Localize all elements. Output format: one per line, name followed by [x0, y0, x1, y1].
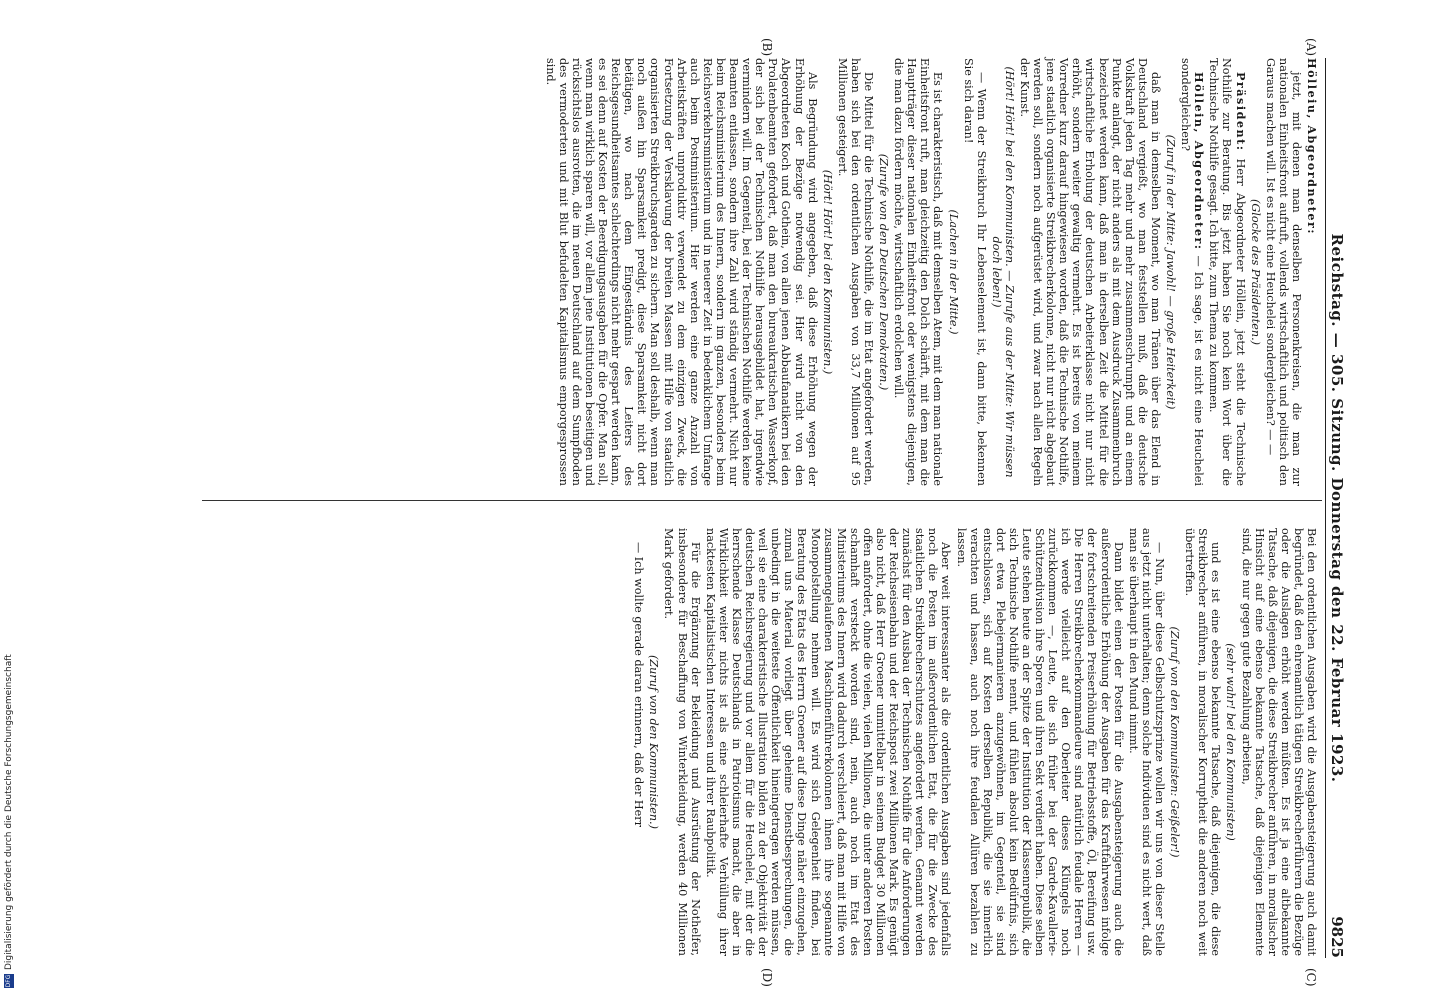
- paragraph: [1179, 58, 1205, 486]
- interjection: (Zuruf von den Kommunisten: Geißeler!): [1168, 626, 1182, 858]
- dfg-logo-icon: DFG: [4, 974, 12, 988]
- paragraph-text: Aber weit interessanter als die ordentlichen Ausgaben sind jedenfalls noch die Posten im außerordentlichen Etat, die für die Zwecke des staatlichen Streikbrecherschutzes angefordert werden. Genannt werden zunächst für den Ausbau der Technischen Nothilfe für die Anforderungen der Reichseisenbahn und der Reichspost zwei Millionen Mark. Es genügt also nicht, daß Herr Groener unmittelbar in seinem Budget 30 Millionen offen anfordert, ohne die vielen, vielen Millionen, die unter anderen Posten schamhaft versteckt worden sind, nein, auch noch im Etat des Ministeriums des Innern wird dadurch verschleiert, daß man mit Hilfe von zusammengelaufenen Maschinenführerkolonnen ihnen ihre sogenannte Monopolstellung nehmen will. Es wird sich Gelegenheit finden, bei Beratung des Etats des Herrn Groener auf diese Dinge näher einzugehen, zumal uns Material vorliegt über geheime Dienstbesprechungen, die unbedingt in die weiteste Öffentlichkeit hineingetragen werden müssen, weil sie eine charakteristische Illustration bilden zu der Objektivität der deutschen Reichsregierung und vor allem für die Heuchelei, mit der die herrschende Klasse Deutschlands in Patriotismus macht, die aber in Wirklichkeit weiter nichts ist als eine schleierhafte Verhüllung ihrer nacktesten Kapitalistischen Interessen und ihrer Raubpolitik.: [703, 528, 953, 956]
- interjection: (Hört! Hört! bei den Kommunisten.): [820, 169, 834, 375]
- paragraph-text: — Ich sage, ist es nicht eine Heuchelei sondergleichen?: [1179, 58, 1206, 486]
- interjection: (Hört! Hört! bei den Kommunisten. — Zurufe aus der Mitte: Wir müssen doch leben!): [989, 66, 1016, 478]
- paragraph: [1305, 58, 1318, 486]
- paragraph-text: Für die Ergänzung der Bekleidung und Ausrüstung der Nothelfer, insbesondere für Beschaffung von Winterkleidung, werden 40 Millionen Mark gefordert.: [662, 528, 702, 956]
- paragraph-text: — Ich wollte gerade daran erinnern, daß der Herr: [632, 542, 646, 827]
- margin-marker-d: (D): [760, 968, 774, 987]
- interjection: (sehr wahr! bei den Kommunisten): [1224, 643, 1238, 841]
- page-title: Reichstag. — 305. Sitzung. Donnerstag den 22. Februar 1923.: [1328, 233, 1346, 783]
- paragraph-text: Als Begründung wird angegeben, daß diese Erhöhung wegen der Erhöhung der Bezüge notwendig sei. Hier wird nicht von den Abgeordneten Koch und Gothein, von allen jenen Abbaufanatikern bei den Prolatenbeamten gefordert, daß man den bureaukratischen Wasserkopf, der sich bei der Technischen Nothilfe herausgebildet hat, irgendwie vermindern will. Im Gegenteil, bei der Technischen Nothilfe werden keine Beamten entlassen, sondern ihre Zahl wird ständig vermehrt. Nicht nur beim Reichsministerium des Innern, sondern im ganzen, besonders beim Reichsverkehrsministerium und in neuerer Zeit in bedenklichem Umfange auch beim Postministerium. Hier werden eine ganze Anzahl von Arbeitskräften unproduktiv verwendet zu dem einzigen Zweck, die Fortsetzung der Versklavung der breiten Massen mit Hilfe von staatlich organisierten Streikbruchsgarden zu sichern. Man soll deshalb, wenn man noch außen hin Sparsamkeit predigt, diese Sparsamkeit nicht dort betätigen, wo nach dem Eingeständnis des Leiters des Reichsgesundheitsamtes schlechterdings nicht mehr gespart werden kann, es sei denn auf Kosten der Beerdigungsausgaben für die Opfer. Man soll, wenn man wirklich sparen will, vor allem jene Institutionen beseitigen und rücksichtslos ausrotten, die im neuen Deutschland auf dem Sumpfboden des vermoderten und mit Blut befudelten Kapitalismus emporgesprossen sind.: [543, 58, 819, 486]
- paragraph: [1127, 528, 1166, 956]
- paragraph-text: — Wenn der Streikbruch Ihr Lebenselement ist, dann bitte, bekennen Sie sich daran!: [961, 58, 988, 486]
- speaker-name: Hölleiu, Abgeordneter:: [1305, 58, 1319, 236]
- right-column: [630, 528, 1318, 956]
- paragraph: [1183, 528, 1222, 956]
- paragraph: [662, 528, 701, 956]
- paragraph: [962, 58, 988, 486]
- paragraph: [632, 528, 645, 956]
- paragraph: [544, 58, 819, 486]
- margin-marker-c: (C): [1304, 968, 1318, 987]
- paragraph: [836, 58, 875, 486]
- paragraph-text: — Nun, über diese Gelbschutzsprinze wollen wir uns von dieser Stelle aus jetzt nicht unterhalten; denn solche Individuen sind es nicht wert, daß man sie überhaupt in den Mund nimmt.: [1126, 528, 1166, 956]
- speaker-name: Präsident:: [1233, 72, 1248, 152]
- page-header: [1325, 58, 1346, 958]
- paragraph-text: Herr Abgeordneter Höllein, jetzt steht die Technische Nothilfe zur Beratung. Bis jetzt haben Sie noch kein Wort über die Technische Nothilfe gesagt. Ich bitte, zum Thema zu kommen.: [1207, 58, 1247, 486]
- paragraph: [1239, 528, 1318, 956]
- left-column: [542, 58, 1318, 486]
- interjection: (Zurufe von den Deutschen Demokraten.): [877, 153, 891, 391]
- margin-marker-b: (B): [760, 38, 774, 57]
- speaker-name: Höllein, Abgeordneter:: [1192, 72, 1207, 251]
- interjection: (Glocke des Präsidenten.): [1248, 198, 1262, 345]
- paragraph-text: Die Mittel für die Technische Nothilfe, die im Etat angefordert werden, haben sich bei den ordentlichen Ausgaben von 33,7 Millionen auf 95 Millionen gesteigert.: [835, 58, 875, 486]
- paragraph-text: Es ist charakteristisch, daß mit demselben Atem, mit dem man nationale Einheitsfront ruft, man gleichzeitig den Dolch schärft, mit dem man die Hauptträger dieser nationalen Einheitsfront oder wenigstens diejenigen, die man dazu fördern möchte, wirtschaftlich erdolchen will.: [892, 58, 945, 486]
- paragraph-text: daß man in demselben Moment, wo man Tränen über das Elend in Deutschland vergießt, wo man feststellen muß, daß die deutsche Volkskraft jeden Tag mehr und mehr zusammenschrumpft und an einem Punkte anlangt, der nicht anders als mit dem Ausdruck Zusammenbruch bezeichnet werden kann, daß man in derselben Zeit die Mittel für die wirtschaftliche Erholung der deutschen Arbeiterklasse nicht nur nicht erhöht, sondern weiter gewaltig vermehrt. Es ist bereits von meinem Vorredner kurz darauf hingewiesen worden, daß die Technische Nothilfe, jene staatlich organisierte Streikbrecherkolonne, nicht nur nicht abgebaut werden soll, sondern noch aufgerüstet wird, und zwar nach allen Regeln der Kunst.: [1018, 58, 1162, 486]
- paragraph-text: jetzt, mit denen man denselben Personenkreisen, die man zur nationalen Einheitsfront aufruft, vollends wirtschaftlich und politisch den Garaus machen will. Ist es nicht eine Heuchelei sondergleichen? — —: [1263, 58, 1303, 486]
- paragraph: [954, 528, 1124, 956]
- paragraph-text: Dann bildet einen der Posten für die Ausgabensteigerung auch die außerordentliche Erhöhung der Ausgaben für das Kraftfahrwesen infolge der fortschreitenden Preiserhöhung für Betriebsstoffe, Öl, Bereifung usw. Die Herren Streikbrecherkommandeure sind natürlich feudale Herren — ich werde vielleicht auf den Oberleiter dieses Klüngels noch zurückkommen —, Leute, die sich früher bei der Garde-Kavallerie-Schützendivision ihre Sporen und ihren Sekt verdient haben. Diese selben Leute stehen heute an der Spitze der Institution der Klassenrepublik, die sich Technische Nothilfe nennt, und fühlen absolut kein Bedürfnis, sich dort etwa Plebejermanieren anzugewöhnen, im Gegenteil, sie sind entschlossen, sich auf Kosten derselben Republik, die sie innerlich verachten und hassen, auch noch ihre feudalen Allüren bezahlen zu lassen.: [954, 528, 1125, 956]
- interjection: (Zuruf von den Kommunisten.): [647, 655, 661, 829]
- paragraph: [1264, 58, 1303, 486]
- margin-marker-a: (A): [1304, 38, 1318, 57]
- page-number: 9825: [1328, 916, 1346, 958]
- paragraph: [704, 528, 953, 956]
- interjection: (Zuruf in der Mitte: Jawohl! — große Heiterkeit): [1164, 134, 1178, 410]
- paragraph: [1018, 58, 1162, 486]
- paragraph: [1207, 58, 1246, 486]
- interjection: (Lachen in der Mitte.): [946, 209, 960, 335]
- column-divider: [202, 500, 1322, 501]
- paragraph-text: und es ist eine ebenso bekannte Tatsache, daß diejenigen, die diese Streikbrecher anführen, in moralischer Korruptheit die anderen noch weit übertreffen.: [1183, 528, 1223, 956]
- credit-text: Digitalisierung gefördert durch die Deutsche Forschungsgemeinschaft: [4, 654, 14, 970]
- digitization-credit: [2, 0, 16, 994]
- paragraph-text: Bei den ordentlichen Ausgaben wird die Ausgabensteigerung auch damit begründet, daß den ehrenamtlich tätigen Streikbrecherführern die Bezüge oder die Auslagen erhöht werden müßten. Es ist ja eine altbekannte Tatsache, daß diejenigen, die diese Streikbrecher anführen, in moralischer Hinsicht auf eine ebenso bekannte Tatsache, daß diejenigen Elemente sind, die nur gegen gute Bezahlung arbeiten,: [1239, 528, 1318, 956]
- paragraph: [892, 58, 944, 486]
